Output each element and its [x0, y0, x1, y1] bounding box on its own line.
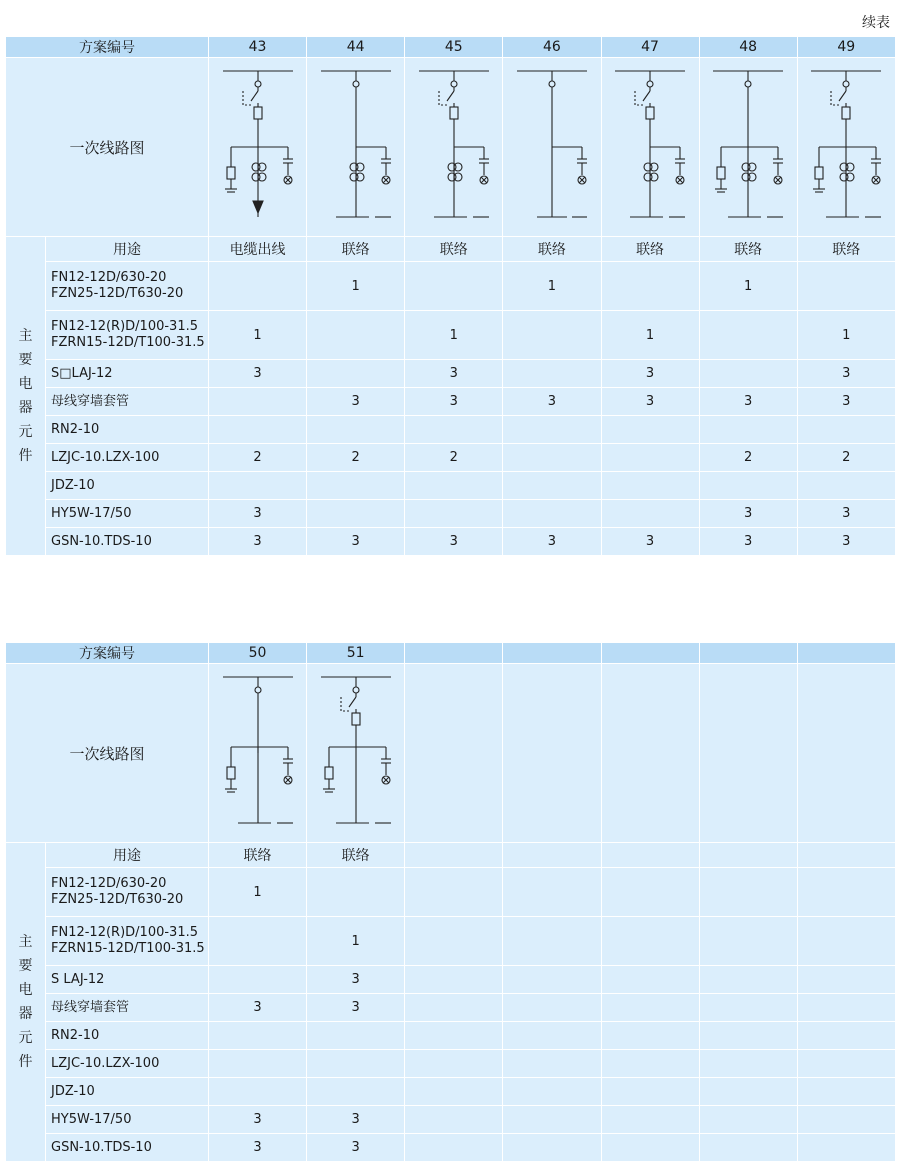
- use-value: [601, 843, 699, 868]
- component-qty: 2: [405, 444, 503, 472]
- component-qty: 3: [307, 966, 405, 994]
- component-name: [46, 917, 209, 966]
- component-qty: 3: [209, 994, 307, 1022]
- component-qty: 1: [503, 262, 601, 311]
- component-qty: [503, 360, 601, 388]
- component-qty: 3: [209, 1134, 307, 1162]
- component-qty: 1: [699, 262, 797, 311]
- component-qty: 3: [405, 528, 503, 556]
- component-qty: 1: [797, 311, 895, 360]
- component-qty: [797, 1050, 895, 1078]
- component-qty: [503, 1022, 601, 1050]
- component-name: [46, 1106, 209, 1134]
- component-qty: [307, 1022, 405, 1050]
- component-qty: [797, 1106, 895, 1134]
- component-qty: [307, 311, 405, 360]
- circuit-diagram: [405, 58, 503, 237]
- component-qty: [503, 994, 601, 1022]
- component-name: [46, 388, 209, 416]
- component-qty: [209, 1022, 307, 1050]
- scheme-number: [699, 643, 797, 664]
- use-value: 联络: [209, 843, 307, 868]
- component-name-line: S□LAJ-12: [51, 365, 113, 381]
- component-name-line: FZN25-12D/T630-20: [51, 286, 184, 301]
- component-qty: 3: [307, 1106, 405, 1134]
- scheme-number: [797, 643, 895, 664]
- circuit-diagram: [307, 664, 405, 843]
- scheme-number: 49: [797, 37, 895, 58]
- scheme-number: [405, 643, 503, 664]
- component-qty: [699, 917, 797, 966]
- component-name-line: HY5W-17/50: [51, 1111, 132, 1127]
- component-qty: [601, 262, 699, 311]
- component-qty: 3: [307, 528, 405, 556]
- scheme-number: [601, 643, 699, 664]
- component-qty: [405, 994, 503, 1022]
- use-value: 联络: [699, 237, 797, 262]
- component-qty: 1: [601, 311, 699, 360]
- component-qty: [601, 500, 699, 528]
- component-qty: [503, 1078, 601, 1106]
- use-value: [699, 843, 797, 868]
- side-char: 元: [18, 424, 33, 440]
- circuit-diagram: [503, 58, 601, 237]
- component-name-line: FN12-12D/630-20: [51, 270, 167, 285]
- component-name-line: S LAJ-12: [51, 971, 105, 987]
- use-value: 联络: [601, 237, 699, 262]
- component-name-line: GSN-10.TDS-10: [51, 1139, 152, 1155]
- component-qty: [405, 472, 503, 500]
- component-qty: [503, 500, 601, 528]
- component-qty: 3: [797, 360, 895, 388]
- component-qty: [503, 966, 601, 994]
- component-qty: 3: [209, 360, 307, 388]
- component-qty: 3: [405, 388, 503, 416]
- component-qty: [209, 262, 307, 311]
- component-qty: 3: [503, 528, 601, 556]
- component-name: [46, 994, 209, 1022]
- use-value: 联络: [503, 237, 601, 262]
- circuit-diagram: [405, 664, 503, 843]
- component-name: [46, 1078, 209, 1106]
- diagram-label: 一次线路图: [6, 664, 209, 843]
- component-qty: [601, 966, 699, 994]
- component-qty: 3: [503, 388, 601, 416]
- component-name-line: FZRN15-12D/T100-31.5: [51, 335, 205, 350]
- component-qty: [405, 416, 503, 444]
- component-qty: [601, 1134, 699, 1162]
- scheme-number: [503, 643, 601, 664]
- component-qty: [797, 917, 895, 966]
- component-qty: [405, 1050, 503, 1078]
- circuit-diagram: [797, 58, 895, 237]
- component-qty: [699, 868, 797, 917]
- component-qty: [503, 1050, 601, 1078]
- scheme-number: 50: [209, 643, 307, 664]
- component-qty: 3: [699, 388, 797, 416]
- component-qty: [699, 360, 797, 388]
- side-char: 元: [18, 1030, 33, 1046]
- component-qty: [601, 1022, 699, 1050]
- component-qty: [503, 1134, 601, 1162]
- scheme-table-1: [5, 36, 896, 556]
- use-value: 电缆出线: [209, 237, 307, 262]
- component-qty: 3: [307, 1134, 405, 1162]
- component-qty: [601, 868, 699, 917]
- component-qty: [209, 472, 307, 500]
- component-qty: [699, 416, 797, 444]
- scheme-number: 47: [601, 37, 699, 58]
- component-name: [46, 444, 209, 472]
- component-qty: 3: [601, 388, 699, 416]
- component-name-line: FN12-12(R)D/100-31.5: [51, 319, 198, 334]
- component-qty: 2: [307, 444, 405, 472]
- component-qty: [797, 1022, 895, 1050]
- component-qty: [797, 1134, 895, 1162]
- component-name-line: FZN25-12D/T630-20: [51, 892, 184, 907]
- component-qty: [209, 1078, 307, 1106]
- continued-label: 续表: [862, 15, 890, 31]
- component-qty: 3: [797, 528, 895, 556]
- component-qty: [797, 416, 895, 444]
- component-name-line: FN12-12D/630-20: [51, 876, 167, 891]
- component-qty: [307, 1078, 405, 1106]
- component-qty: [503, 868, 601, 917]
- circuit-diagram: [503, 664, 601, 843]
- component-name: [46, 966, 209, 994]
- diagram-label: 一次线路图: [6, 58, 209, 237]
- component-name: [46, 472, 209, 500]
- circuit-diagram: [209, 58, 307, 237]
- component-qty: 1: [209, 868, 307, 917]
- component-qty: [405, 1022, 503, 1050]
- scheme-number: 43: [209, 37, 307, 58]
- component-qty: [797, 262, 895, 311]
- use-label: 用途: [46, 843, 209, 868]
- component-qty: [503, 1106, 601, 1134]
- circuit-diagram: [209, 664, 307, 843]
- component-name-line: HY5W-17/50: [51, 505, 132, 521]
- component-name-line: RN2-10: [51, 1027, 100, 1043]
- component-qty: [601, 917, 699, 966]
- use-value: 联络: [307, 237, 405, 262]
- scheme-number: 45: [405, 37, 503, 58]
- circuit-diagram: [699, 58, 797, 237]
- component-qty: [601, 444, 699, 472]
- circuit-diagram: [699, 664, 797, 843]
- side-char: 件: [18, 448, 33, 464]
- circuit-diagram: [797, 664, 895, 843]
- component-qty: [699, 1078, 797, 1106]
- component-name-line: 母线穿墙套管: [51, 999, 130, 1015]
- use-value: 联络: [405, 237, 503, 262]
- component-qty: 3: [405, 360, 503, 388]
- main-components-label: [6, 843, 46, 1162]
- component-qty: 1: [307, 262, 405, 311]
- component-qty: [503, 472, 601, 500]
- component-name-line: JDZ-10: [51, 477, 95, 493]
- component-qty: [797, 994, 895, 1022]
- component-qty: [699, 966, 797, 994]
- component-name-line: RN2-10: [51, 421, 100, 437]
- circuit-diagram: [601, 664, 699, 843]
- component-qty: [503, 444, 601, 472]
- component-qty: [405, 966, 503, 994]
- circuit-diagram: [307, 58, 405, 237]
- component-qty: 3: [699, 528, 797, 556]
- main-components-label: [6, 237, 46, 556]
- scheme-number: 44: [307, 37, 405, 58]
- side-char: 要: [18, 958, 33, 974]
- component-qty: [699, 1022, 797, 1050]
- component-qty: [307, 416, 405, 444]
- component-qty: [307, 1050, 405, 1078]
- component-name: [46, 528, 209, 556]
- component-qty: [699, 1134, 797, 1162]
- component-qty: [699, 472, 797, 500]
- component-name: [46, 416, 209, 444]
- component-qty: [797, 1078, 895, 1106]
- side-char: 件: [18, 1054, 33, 1070]
- component-qty: [503, 311, 601, 360]
- component-name: [46, 1134, 209, 1162]
- component-qty: [405, 262, 503, 311]
- component-name-line: LZJC-10.LZX-100: [51, 449, 160, 465]
- use-value: 联络: [307, 843, 405, 868]
- component-name: [46, 360, 209, 388]
- component-qty: [503, 917, 601, 966]
- component-qty: [307, 472, 405, 500]
- component-name: [46, 262, 209, 311]
- component-qty: 3: [699, 500, 797, 528]
- side-char: 要: [18, 352, 33, 368]
- component-qty: [601, 472, 699, 500]
- use-label: 用途: [46, 237, 209, 262]
- side-char: 主: [18, 328, 33, 344]
- component-qty: 3: [307, 994, 405, 1022]
- component-qty: [209, 966, 307, 994]
- component-qty: [209, 416, 307, 444]
- component-qty: [307, 360, 405, 388]
- component-qty: [405, 1106, 503, 1134]
- component-qty: 2: [797, 444, 895, 472]
- component-qty: [307, 868, 405, 917]
- component-qty: 1: [405, 311, 503, 360]
- component-qty: 3: [797, 500, 895, 528]
- component-name: [46, 1050, 209, 1078]
- component-qty: [797, 966, 895, 994]
- component-name-line: 母线穿墙套管: [51, 393, 130, 409]
- component-qty: [601, 1078, 699, 1106]
- component-qty: 3: [209, 528, 307, 556]
- component-name-line: LZJC-10.LZX-100: [51, 1055, 160, 1071]
- scheme-number: 48: [699, 37, 797, 58]
- component-qty: [601, 1106, 699, 1134]
- circuit-diagram: [601, 58, 699, 237]
- component-qty: [405, 1078, 503, 1106]
- component-qty: [699, 1106, 797, 1134]
- component-qty: 3: [307, 388, 405, 416]
- use-value: [405, 843, 503, 868]
- component-name-line: JDZ-10: [51, 1083, 95, 1099]
- component-name: [46, 868, 209, 917]
- component-qty: [699, 311, 797, 360]
- component-qty: [699, 994, 797, 1022]
- component-qty: [601, 994, 699, 1022]
- component-name-line: FN12-12(R)D/100-31.5: [51, 925, 198, 940]
- use-value: 联络: [797, 237, 895, 262]
- component-qty: [405, 868, 503, 917]
- component-qty: 3: [797, 388, 895, 416]
- component-qty: [209, 917, 307, 966]
- component-name-line: FZRN15-12D/T100-31.5: [51, 941, 205, 956]
- component-qty: 1: [307, 917, 405, 966]
- component-qty: 3: [601, 360, 699, 388]
- side-char: 电: [18, 376, 33, 392]
- scheme-number-label: 方案编号: [6, 643, 209, 664]
- component-name: [46, 311, 209, 360]
- component-name: [46, 500, 209, 528]
- component-qty: [601, 1050, 699, 1078]
- component-qty: [405, 1134, 503, 1162]
- side-char: 器: [18, 1006, 33, 1022]
- component-qty: 2: [699, 444, 797, 472]
- component-qty: [503, 416, 601, 444]
- use-value: [797, 843, 895, 868]
- component-qty: 1: [209, 311, 307, 360]
- use-value: [503, 843, 601, 868]
- component-qty: [405, 500, 503, 528]
- component-qty: [209, 388, 307, 416]
- component-qty: [209, 1050, 307, 1078]
- scheme-number-label: 方案编号: [6, 37, 209, 58]
- side-char: 主: [18, 934, 33, 950]
- component-qty: [699, 1050, 797, 1078]
- component-qty: [405, 917, 503, 966]
- side-char: 电: [18, 982, 33, 998]
- scheme-table-2: [5, 642, 896, 1162]
- component-qty: 3: [209, 500, 307, 528]
- scheme-number: 46: [503, 37, 601, 58]
- component-name-line: GSN-10.TDS-10: [51, 533, 152, 549]
- scheme-number: 51: [307, 643, 405, 664]
- component-qty: [601, 416, 699, 444]
- component-qty: 3: [209, 1106, 307, 1134]
- side-char: 器: [18, 400, 33, 416]
- component-qty: [797, 868, 895, 917]
- component-qty: [307, 500, 405, 528]
- component-name: [46, 1022, 209, 1050]
- component-qty: 3: [601, 528, 699, 556]
- component-qty: [797, 472, 895, 500]
- component-qty: 2: [209, 444, 307, 472]
